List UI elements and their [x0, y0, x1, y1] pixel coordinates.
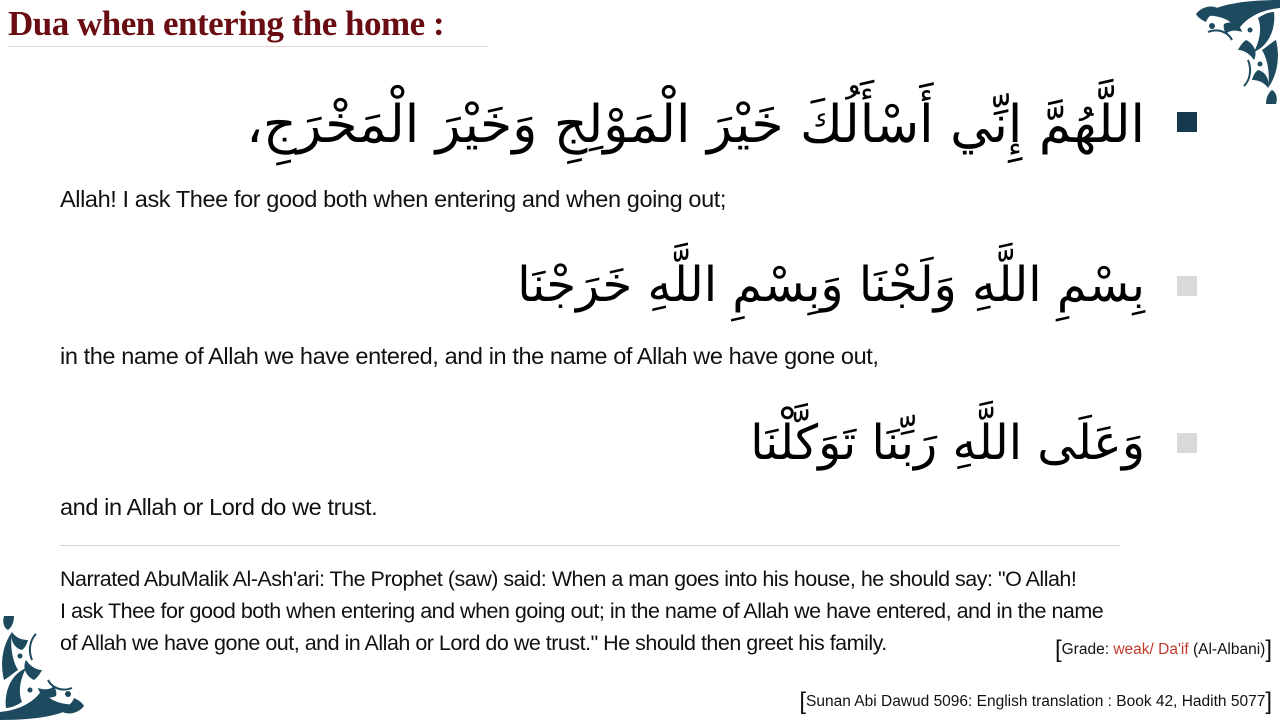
narration-line-1: Narrated AbuMalik Al-Ash'ari: The Prophet (saw) said: When a man goes into his house, he should say: "O Allah!	[60, 567, 1077, 591]
divider	[60, 545, 1120, 546]
narration-line-2: I ask Thee for good both when entering and when going out; in the name of Allah we have entered, and in the name	[60, 599, 1104, 623]
grade-note	[1055, 636, 1272, 664]
source-open-bracket: [	[799, 688, 807, 715]
grade-open-bracket: [	[1054, 636, 1062, 663]
translation-line-1: Allah! I ask Thee for good both when entering and when going out;	[60, 186, 726, 212]
source-text: Sunan Abi Dawud 5096: English translation : Book 42, Hadith 5077	[806, 693, 1266, 710]
square-bullet-icon	[1177, 433, 1197, 453]
square-bullet-icon	[1177, 276, 1197, 296]
translation-line-3: and in Allah or Lord do we trust.	[60, 494, 378, 520]
arabic-line-3: وَعَلَى اللَّهِ رَبِّنَا تَوَكَّلْنَا	[750, 415, 1145, 471]
title-underline	[8, 46, 488, 47]
grade-label: Grade:	[1061, 641, 1114, 658]
source-close-bracket: ]	[1265, 688, 1272, 715]
grade-value: weak/ Da'if	[1113, 641, 1189, 658]
grade-authority: (Al-Albani)	[1188, 641, 1266, 658]
arabic-line-1: اللَّهُمَّ إِنِّي أَسْأَلُكَ خَيْرَ الْمَوْلِجِ وَخَيْرَ الْمَخْرَجِ،	[246, 95, 1145, 155]
narration-line-3: of Allah we have gone out, and in Allah or Lord do we trust." He should then greet his family.	[60, 631, 887, 655]
ornament-corner-top-right-icon	[1188, 0, 1280, 104]
arabic-line-2: بِسْمِ اللَّهِ وَلَجْنَا وَبِسْمِ اللَّهِ خَرَجْنَا	[517, 257, 1145, 313]
translation-line-2: in the name of Allah we have entered, and in the name of Allah we have gone out,	[60, 343, 879, 369]
square-bullet-icon	[1177, 112, 1197, 132]
source-reference	[799, 688, 1272, 716]
grade-close-bracket: ]	[1265, 636, 1272, 663]
page-title: Dua when entering the home :	[8, 4, 445, 43]
